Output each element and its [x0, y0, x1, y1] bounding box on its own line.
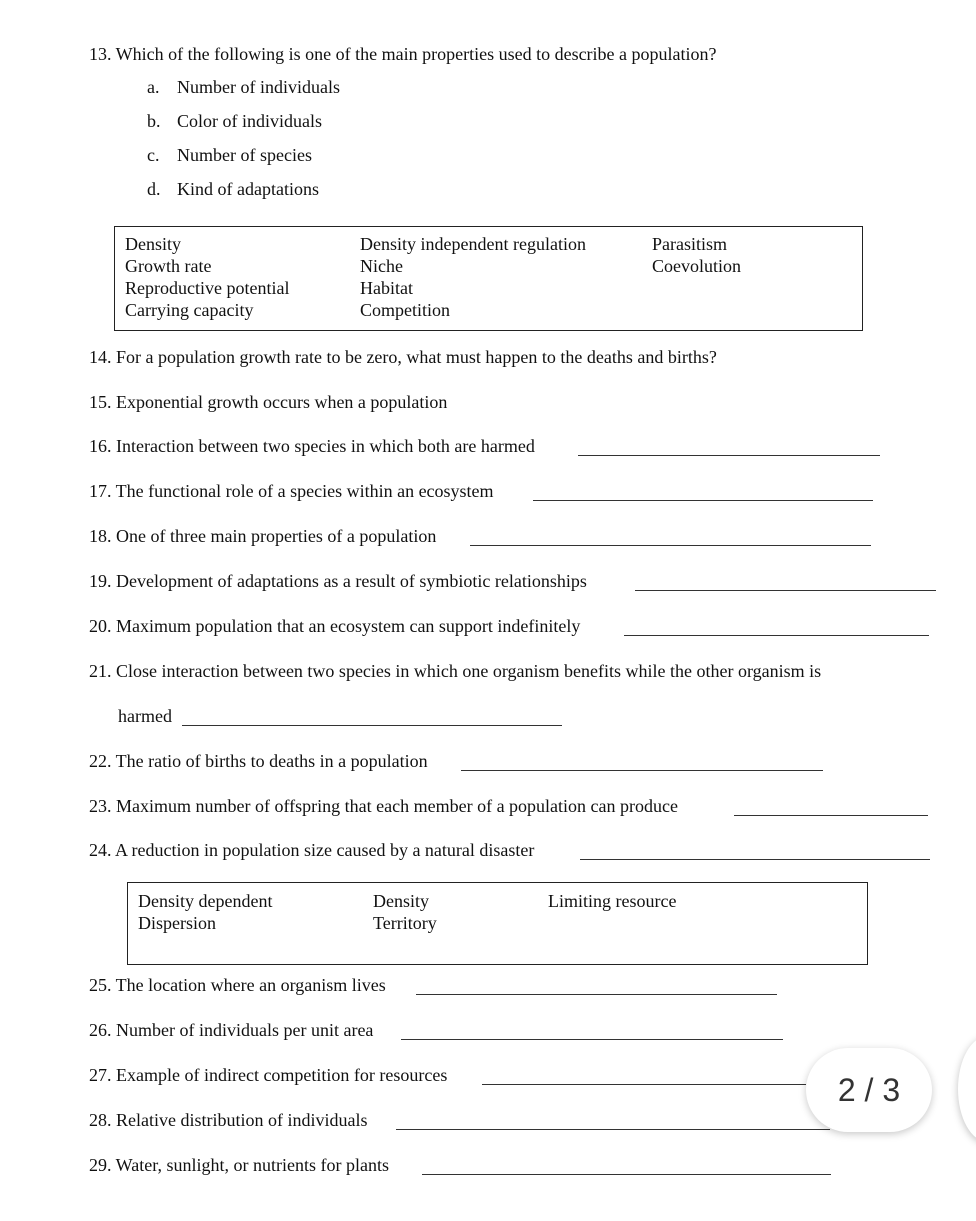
question-25: 25. The location where an organism lives — [89, 975, 386, 995]
question-29: 29. Water, sunlight, or nutrients for plants — [89, 1155, 389, 1175]
answer-blank-20[interactable] — [624, 635, 929, 636]
bank-term: Coevolution — [652, 256, 741, 276]
word-bank-1-col-2 — [360, 233, 586, 321]
question-24: 24. A reduction in population size caused by a natural disaster — [89, 840, 535, 860]
question-21-continued: harmed — [118, 706, 172, 726]
bank-term: Growth rate — [125, 256, 212, 276]
word-bank-2-col-2 — [373, 890, 437, 934]
word-bank-1-col-3 — [652, 233, 741, 277]
answer-blank-18[interactable] — [470, 545, 871, 546]
page-indicator-label: 2 / 3 — [837, 1071, 901, 1108]
answer-blank-24[interactable] — [580, 859, 930, 860]
answer-blank-21[interactable] — [182, 725, 562, 726]
option-letter: a. — [147, 77, 160, 97]
answer-blank-17[interactable] — [533, 500, 873, 501]
bank-term: Competition — [360, 300, 450, 320]
side-scroll-handle[interactable] — [958, 1036, 976, 1142]
bank-term: Reproductive potential — [125, 278, 290, 298]
bank-term: Habitat — [360, 278, 413, 298]
question-17: 17. The functional role of a species within an ecosystem — [89, 481, 494, 501]
question-27: 27. Example of indirect competition for resources — [89, 1065, 448, 1085]
answer-blank-26[interactable] — [401, 1039, 783, 1040]
option-b — [147, 112, 322, 130]
bank-term: Density — [373, 891, 429, 911]
answer-blank-16[interactable] — [578, 455, 880, 456]
answer-blank-29[interactable] — [422, 1174, 831, 1175]
option-text: Number of individuals — [177, 77, 340, 97]
page-indicator — [806, 1048, 932, 1132]
word-bank-2-col-1 — [138, 890, 272, 934]
bank-term: Territory — [373, 913, 437, 933]
bank-term: Dispersion — [138, 913, 216, 933]
question-22: 22. The ratio of births to deaths in a population — [89, 751, 428, 771]
question-21: 21. Close interaction between two species in which one organism benefits while the other organism is — [89, 661, 822, 681]
question-13: 13. Which of the following is one of the main properties used to describe a population? — [89, 44, 717, 64]
bank-term: Parasitism — [652, 234, 727, 254]
word-bank-1-col-1 — [125, 233, 289, 321]
bank-term: Limiting resource — [548, 891, 677, 911]
answer-blank-19[interactable] — [635, 590, 936, 591]
bank-term: Density dependent — [138, 891, 273, 911]
bank-term: Niche — [360, 256, 403, 276]
option-letter: b. — [147, 111, 161, 131]
answer-blank-25[interactable] — [416, 994, 777, 995]
option-d — [147, 180, 319, 198]
option-letter: d. — [147, 179, 161, 199]
question-18: 18. One of three main properties of a population — [89, 526, 437, 546]
option-c — [147, 146, 312, 164]
answer-blank-28[interactable] — [396, 1129, 830, 1130]
bank-term: Carrying capacity — [125, 300, 254, 320]
answer-blank-22[interactable] — [461, 770, 823, 771]
option-a — [147, 78, 340, 96]
option-text: Number of species — [177, 145, 312, 165]
answer-blank-23[interactable] — [734, 815, 928, 816]
question-28: 28. Relative distribution of individuals — [89, 1110, 368, 1130]
question-26: 26. Number of individuals per unit area — [89, 1020, 374, 1040]
answer-blank-27[interactable] — [482, 1084, 806, 1085]
question-23: 23. Maximum number of offspring that each member of a population can produce — [89, 796, 678, 816]
question-19: 19. Development of adaptations as a result of symbiotic relationships — [89, 571, 587, 591]
option-letter: c. — [147, 145, 160, 165]
question-16: 16. Interaction between two species in which both are harmed — [89, 436, 535, 456]
word-bank-2-col-3 — [548, 890, 676, 912]
option-text: Color of individuals — [177, 111, 322, 131]
question-14: 14. For a population growth rate to be zero, what must happen to the deaths and births? — [89, 347, 717, 367]
bank-term: Density independent regulation — [360, 234, 586, 254]
bank-term: Density — [125, 234, 181, 254]
option-text: Kind of adaptations — [177, 179, 319, 199]
question-15: 15. Exponential growth occurs when a population — [89, 392, 448, 412]
question-20: 20. Maximum population that an ecosystem can support indefinitely — [89, 616, 581, 636]
